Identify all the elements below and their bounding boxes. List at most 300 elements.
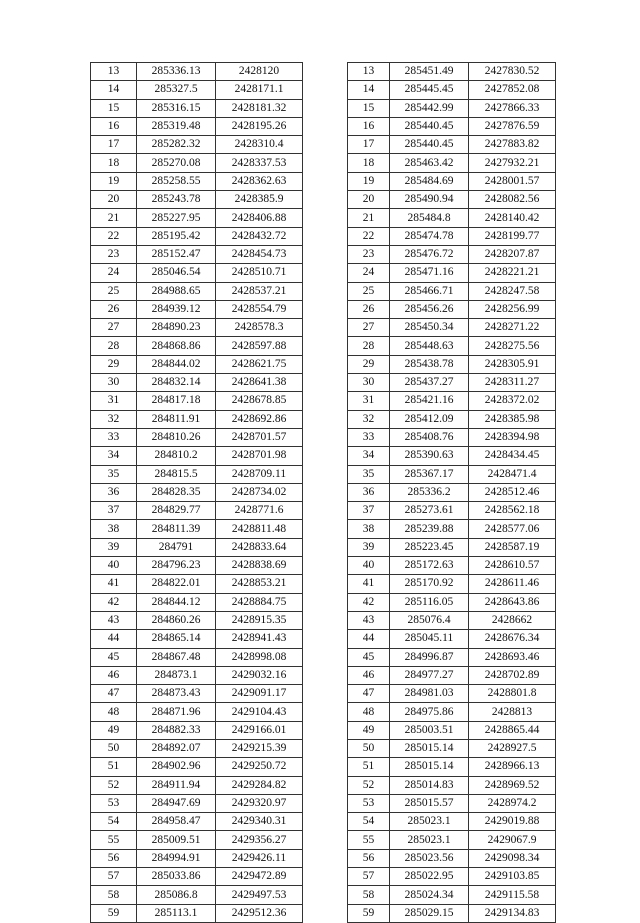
y-coordinate-cell: 2428643.86	[469, 593, 556, 611]
table-row	[91, 868, 303, 886]
table-row	[348, 685, 556, 703]
table-row	[91, 557, 303, 575]
x-coordinate-cell: 285484.69	[390, 172, 469, 190]
x-coordinate-cell: 285367.17	[390, 465, 469, 483]
point-number-cell: 52	[91, 776, 137, 794]
y-coordinate-cell: 2427876.59	[469, 117, 556, 135]
x-coordinate-cell: 285239.88	[390, 520, 469, 538]
point-number-cell: 59	[348, 904, 390, 922]
y-coordinate-cell: 2428275.56	[469, 337, 556, 355]
point-number-cell: 14	[91, 81, 137, 99]
table-row	[91, 685, 303, 703]
y-coordinate-cell: 2428310.4	[216, 136, 303, 154]
table-row	[91, 575, 303, 593]
table-row	[91, 264, 303, 282]
table-row	[348, 721, 556, 739]
point-number-cell: 27	[348, 319, 390, 337]
table-row	[348, 538, 556, 556]
y-coordinate-cell: 2428562.18	[469, 502, 556, 520]
point-number-cell: 19	[91, 172, 137, 190]
x-coordinate-cell: 285319.48	[137, 117, 216, 135]
y-coordinate-cell: 2428838.69	[216, 557, 303, 575]
point-number-cell: 17	[91, 136, 137, 154]
x-coordinate-cell: 284873.43	[137, 685, 216, 703]
y-coordinate-cell: 2428337.53	[216, 154, 303, 172]
y-coordinate-cell: 2428702.89	[469, 666, 556, 684]
y-coordinate-cell: 2428641.38	[216, 374, 303, 392]
y-coordinate-cell: 2428140.42	[469, 209, 556, 227]
x-coordinate-cell: 285273.61	[390, 502, 469, 520]
x-coordinate-cell: 284865.14	[137, 630, 216, 648]
point-number-cell: 43	[348, 611, 390, 629]
x-coordinate-cell: 284822.01	[137, 575, 216, 593]
left-coordinate-table	[90, 62, 303, 923]
y-coordinate-cell: 2429426.11	[216, 849, 303, 867]
table-row	[348, 392, 556, 410]
x-coordinate-cell: 285421.16	[390, 392, 469, 410]
x-coordinate-cell: 284867.48	[137, 648, 216, 666]
table-row	[348, 703, 556, 721]
y-coordinate-cell: 2428454.73	[216, 245, 303, 263]
y-coordinate-cell: 2428271.22	[469, 319, 556, 337]
table-row	[91, 502, 303, 520]
y-coordinate-cell: 2428771.6	[216, 502, 303, 520]
y-coordinate-cell: 2428865.44	[469, 721, 556, 739]
x-coordinate-cell: 284892.07	[137, 739, 216, 757]
table-row	[91, 483, 303, 501]
table-row	[348, 630, 556, 648]
table-row	[348, 502, 556, 520]
y-coordinate-cell: 2429134.83	[469, 904, 556, 922]
y-coordinate-cell: 2428578.3	[216, 319, 303, 337]
table-row	[348, 282, 556, 300]
y-coordinate-cell: 2428884.75	[216, 593, 303, 611]
point-number-cell: 56	[348, 849, 390, 867]
y-coordinate-cell: 2427866.33	[469, 99, 556, 117]
y-coordinate-cell: 2428974.2	[469, 794, 556, 812]
x-coordinate-cell: 285336.2	[390, 483, 469, 501]
table-row	[91, 447, 303, 465]
point-number-cell: 25	[348, 282, 390, 300]
table-row	[348, 483, 556, 501]
y-coordinate-cell: 2428678.85	[216, 392, 303, 410]
table-row	[348, 904, 556, 922]
x-coordinate-cell: 285033.86	[137, 868, 216, 886]
x-coordinate-cell: 285476.72	[390, 245, 469, 263]
point-number-cell: 43	[91, 611, 137, 629]
table-row	[348, 575, 556, 593]
table-row	[91, 374, 303, 392]
table-row	[91, 538, 303, 556]
y-coordinate-cell: 2429115.58	[469, 886, 556, 904]
table-row	[348, 666, 556, 684]
x-coordinate-cell: 285450.34	[390, 319, 469, 337]
point-number-cell: 33	[348, 428, 390, 446]
point-number-cell: 49	[91, 721, 137, 739]
point-number-cell: 45	[91, 648, 137, 666]
table-row	[91, 721, 303, 739]
x-coordinate-cell: 285336.13	[137, 63, 216, 81]
x-coordinate-cell: 285484.8	[390, 209, 469, 227]
table-row	[91, 739, 303, 757]
point-number-cell: 47	[348, 685, 390, 703]
table-row	[91, 831, 303, 849]
x-coordinate-cell: 284996.87	[390, 648, 469, 666]
table-row	[91, 300, 303, 318]
x-coordinate-cell: 285327.5	[137, 81, 216, 99]
x-coordinate-cell: 285014.83	[390, 776, 469, 794]
point-number-cell: 39	[91, 538, 137, 556]
x-coordinate-cell: 284811.91	[137, 410, 216, 428]
y-coordinate-cell: 2428082.56	[469, 191, 556, 209]
y-coordinate-cell: 2428434.45	[469, 447, 556, 465]
y-coordinate-cell: 2428537.21	[216, 282, 303, 300]
x-coordinate-cell: 285023.1	[390, 831, 469, 849]
y-coordinate-cell: 2428512.46	[469, 483, 556, 501]
x-coordinate-cell: 285456.26	[390, 300, 469, 318]
x-coordinate-cell: 285438.78	[390, 355, 469, 373]
y-coordinate-cell: 2428385.98	[469, 410, 556, 428]
x-coordinate-cell: 285223.45	[390, 538, 469, 556]
x-coordinate-cell: 285466.71	[390, 282, 469, 300]
x-coordinate-cell: 285258.55	[137, 172, 216, 190]
y-coordinate-cell: 2428432.72	[216, 227, 303, 245]
y-coordinate-cell: 2428662	[469, 611, 556, 629]
point-number-cell: 37	[348, 502, 390, 520]
y-coordinate-cell: 2429032.16	[216, 666, 303, 684]
x-coordinate-cell: 284873.1	[137, 666, 216, 684]
table-row	[348, 849, 556, 867]
x-coordinate-cell: 284890.23	[137, 319, 216, 337]
x-coordinate-cell: 285023.1	[390, 813, 469, 831]
point-number-cell: 33	[91, 428, 137, 446]
table-row	[91, 776, 303, 794]
table-row	[348, 776, 556, 794]
table-row	[91, 758, 303, 776]
point-number-cell: 22	[348, 227, 390, 245]
x-coordinate-cell: 285270.08	[137, 154, 216, 172]
x-coordinate-cell: 285390.63	[390, 447, 469, 465]
x-coordinate-cell: 285474.78	[390, 227, 469, 245]
y-coordinate-cell: 2428833.64	[216, 538, 303, 556]
x-coordinate-cell: 284988.65	[137, 282, 216, 300]
point-number-cell: 13	[91, 63, 137, 81]
x-coordinate-cell: 284939.12	[137, 300, 216, 318]
point-number-cell: 21	[91, 209, 137, 227]
point-number-cell: 45	[348, 648, 390, 666]
table-row	[348, 758, 556, 776]
y-coordinate-cell: 2428811.48	[216, 520, 303, 538]
x-coordinate-cell: 284811.39	[137, 520, 216, 538]
x-coordinate-cell: 285448.63	[390, 337, 469, 355]
table-row	[91, 630, 303, 648]
x-coordinate-cell: 284958.47	[137, 813, 216, 831]
point-number-cell: 14	[348, 81, 390, 99]
point-number-cell: 42	[348, 593, 390, 611]
y-coordinate-cell: 2428372.02	[469, 392, 556, 410]
table-row	[348, 81, 556, 99]
table-row	[348, 428, 556, 446]
x-coordinate-cell: 284815.5	[137, 465, 216, 483]
table-row	[91, 593, 303, 611]
table-row	[91, 191, 303, 209]
x-coordinate-cell: 285316.15	[137, 99, 216, 117]
table-row	[91, 81, 303, 99]
table-row	[91, 886, 303, 904]
x-coordinate-cell: 285015.14	[390, 758, 469, 776]
point-number-cell: 29	[91, 355, 137, 373]
point-number-cell: 32	[91, 410, 137, 428]
y-coordinate-cell: 2428610.57	[469, 557, 556, 575]
table-row	[91, 282, 303, 300]
y-coordinate-cell: 2428406.88	[216, 209, 303, 227]
table-row	[91, 904, 303, 922]
table-row	[91, 117, 303, 135]
y-coordinate-cell: 2429091.17	[216, 685, 303, 703]
y-coordinate-cell: 2429512.36	[216, 904, 303, 922]
y-coordinate-cell: 2428510.71	[216, 264, 303, 282]
y-coordinate-cell: 2427883.82	[469, 136, 556, 154]
table-row	[91, 849, 303, 867]
point-number-cell: 55	[348, 831, 390, 849]
table-row	[91, 136, 303, 154]
table-row	[91, 319, 303, 337]
point-number-cell: 29	[348, 355, 390, 373]
point-number-cell: 26	[91, 300, 137, 318]
table-row	[91, 99, 303, 117]
x-coordinate-cell: 285445.45	[390, 81, 469, 99]
point-number-cell: 58	[91, 886, 137, 904]
point-number-cell: 32	[348, 410, 390, 428]
x-coordinate-cell: 285471.16	[390, 264, 469, 282]
x-coordinate-cell: 285172.63	[390, 557, 469, 575]
x-coordinate-cell: 285076.4	[390, 611, 469, 629]
y-coordinate-cell: 2428311.27	[469, 374, 556, 392]
y-coordinate-cell: 2428692.86	[216, 410, 303, 428]
x-coordinate-cell: 284832.14	[137, 374, 216, 392]
point-number-cell: 46	[348, 666, 390, 684]
table-row	[91, 703, 303, 721]
x-coordinate-cell: 284817.18	[137, 392, 216, 410]
point-number-cell: 55	[91, 831, 137, 849]
table-row	[91, 355, 303, 373]
table-row	[91, 666, 303, 684]
point-number-cell: 18	[91, 154, 137, 172]
y-coordinate-cell: 2428471.4	[469, 465, 556, 483]
x-coordinate-cell: 285282.32	[137, 136, 216, 154]
point-number-cell: 21	[348, 209, 390, 227]
table-row	[348, 300, 556, 318]
y-coordinate-cell: 2428362.63	[216, 172, 303, 190]
table-row	[91, 813, 303, 831]
table-row	[91, 227, 303, 245]
x-coordinate-cell: 285412.09	[390, 410, 469, 428]
point-number-cell: 28	[348, 337, 390, 355]
point-number-cell: 38	[348, 520, 390, 538]
table-row	[91, 154, 303, 172]
x-coordinate-cell: 285113.1	[137, 904, 216, 922]
table-row	[348, 154, 556, 172]
y-coordinate-cell: 2428969.52	[469, 776, 556, 794]
x-coordinate-cell: 285442.99	[390, 99, 469, 117]
x-coordinate-cell: 285490.94	[390, 191, 469, 209]
table-row	[91, 520, 303, 538]
table-row	[91, 611, 303, 629]
table-row	[348, 794, 556, 812]
x-coordinate-cell: 284810.2	[137, 447, 216, 465]
x-coordinate-cell: 284902.96	[137, 758, 216, 776]
x-coordinate-cell: 284844.12	[137, 593, 216, 611]
x-coordinate-cell: 284882.33	[137, 721, 216, 739]
point-number-cell: 50	[348, 739, 390, 757]
point-number-cell: 41	[348, 575, 390, 593]
point-number-cell: 13	[348, 63, 390, 81]
table-row	[348, 227, 556, 245]
table-row	[91, 794, 303, 812]
x-coordinate-cell: 284868.86	[137, 337, 216, 355]
table-row	[91, 392, 303, 410]
table-row	[91, 428, 303, 446]
point-number-cell: 15	[348, 99, 390, 117]
table-row	[348, 410, 556, 428]
table-row	[348, 813, 556, 831]
x-coordinate-cell: 285046.54	[137, 264, 216, 282]
point-number-cell: 50	[91, 739, 137, 757]
x-coordinate-cell: 284994.91	[137, 849, 216, 867]
point-number-cell: 19	[348, 172, 390, 190]
point-number-cell: 54	[348, 813, 390, 831]
y-coordinate-cell: 2428701.57	[216, 428, 303, 446]
point-number-cell: 48	[348, 703, 390, 721]
table-row	[348, 739, 556, 757]
y-coordinate-cell: 2428621.75	[216, 355, 303, 373]
point-number-cell: 27	[91, 319, 137, 337]
point-number-cell: 40	[348, 557, 390, 575]
y-coordinate-cell: 2428120	[216, 63, 303, 81]
y-coordinate-cell: 2427852.08	[469, 81, 556, 99]
x-coordinate-cell: 284977.27	[390, 666, 469, 684]
point-number-cell: 16	[348, 117, 390, 135]
x-coordinate-cell: 285195.42	[137, 227, 216, 245]
table-row	[348, 374, 556, 392]
point-number-cell: 35	[91, 465, 137, 483]
table-row	[348, 99, 556, 117]
y-coordinate-cell: 2429166.01	[216, 721, 303, 739]
point-number-cell: 22	[91, 227, 137, 245]
point-number-cell: 30	[348, 374, 390, 392]
table-row	[348, 465, 556, 483]
point-number-cell: 40	[91, 557, 137, 575]
table-row	[348, 337, 556, 355]
y-coordinate-cell: 2428597.88	[216, 337, 303, 355]
x-coordinate-cell: 284796.23	[137, 557, 216, 575]
point-number-cell: 23	[91, 245, 137, 263]
table-row	[348, 319, 556, 337]
x-coordinate-cell: 285015.14	[390, 739, 469, 757]
y-coordinate-cell: 2428966.13	[469, 758, 556, 776]
y-coordinate-cell: 2429356.27	[216, 831, 303, 849]
y-coordinate-cell: 2428195.26	[216, 117, 303, 135]
y-coordinate-cell: 2428813	[469, 703, 556, 721]
point-number-cell: 34	[91, 447, 137, 465]
point-number-cell: 44	[91, 630, 137, 648]
table-row	[91, 410, 303, 428]
x-coordinate-cell: 285451.49	[390, 63, 469, 81]
x-coordinate-cell: 284810.26	[137, 428, 216, 446]
y-coordinate-cell: 2429472.89	[216, 868, 303, 886]
point-number-cell: 56	[91, 849, 137, 867]
y-coordinate-cell: 2428915.35	[216, 611, 303, 629]
y-coordinate-cell: 2428554.79	[216, 300, 303, 318]
table-row	[348, 355, 556, 373]
table-row	[91, 337, 303, 355]
y-coordinate-cell: 2429340.31	[216, 813, 303, 831]
x-coordinate-cell: 284871.96	[137, 703, 216, 721]
point-number-cell: 16	[91, 117, 137, 135]
y-coordinate-cell: 2428199.77	[469, 227, 556, 245]
y-coordinate-cell: 2428927.5	[469, 739, 556, 757]
y-coordinate-cell: 2428001.57	[469, 172, 556, 190]
y-coordinate-cell: 2428611.46	[469, 575, 556, 593]
table-row	[348, 136, 556, 154]
x-coordinate-cell: 285440.45	[390, 136, 469, 154]
point-number-cell: 36	[348, 483, 390, 501]
point-number-cell: 24	[348, 264, 390, 282]
x-coordinate-cell: 284981.03	[390, 685, 469, 703]
y-coordinate-cell: 2429098.34	[469, 849, 556, 867]
point-number-cell: 53	[91, 794, 137, 812]
point-number-cell: 38	[91, 520, 137, 538]
y-coordinate-cell: 2428207.87	[469, 245, 556, 263]
table-row	[348, 611, 556, 629]
y-coordinate-cell: 2428385.9	[216, 191, 303, 209]
point-number-cell: 57	[91, 868, 137, 886]
point-number-cell: 52	[348, 776, 390, 794]
x-coordinate-cell: 285045.11	[390, 630, 469, 648]
y-coordinate-cell: 2429103.85	[469, 868, 556, 886]
x-coordinate-cell: 285463.42	[390, 154, 469, 172]
y-coordinate-cell: 2428998.08	[216, 648, 303, 666]
table-row	[348, 648, 556, 666]
table-row	[348, 117, 556, 135]
table-row	[91, 465, 303, 483]
table-row	[348, 868, 556, 886]
point-number-cell: 23	[348, 245, 390, 263]
x-coordinate-cell: 285243.78	[137, 191, 216, 209]
table-row	[348, 447, 556, 465]
point-number-cell: 51	[348, 758, 390, 776]
x-coordinate-cell: 284947.69	[137, 794, 216, 812]
table-row	[348, 191, 556, 209]
y-coordinate-cell: 2428941.43	[216, 630, 303, 648]
y-coordinate-cell: 2429019.88	[469, 813, 556, 831]
table-row	[348, 886, 556, 904]
point-number-cell: 34	[348, 447, 390, 465]
x-coordinate-cell: 284860.26	[137, 611, 216, 629]
point-number-cell: 28	[91, 337, 137, 355]
table-row	[348, 209, 556, 227]
point-number-cell: 18	[348, 154, 390, 172]
x-coordinate-cell: 285009.51	[137, 831, 216, 849]
y-coordinate-cell: 2428171.1	[216, 81, 303, 99]
y-coordinate-cell: 2428394.98	[469, 428, 556, 446]
point-number-cell: 26	[348, 300, 390, 318]
point-number-cell: 25	[91, 282, 137, 300]
x-coordinate-cell: 284828.35	[137, 483, 216, 501]
point-number-cell: 17	[348, 136, 390, 154]
table-row	[91, 648, 303, 666]
point-number-cell: 53	[348, 794, 390, 812]
